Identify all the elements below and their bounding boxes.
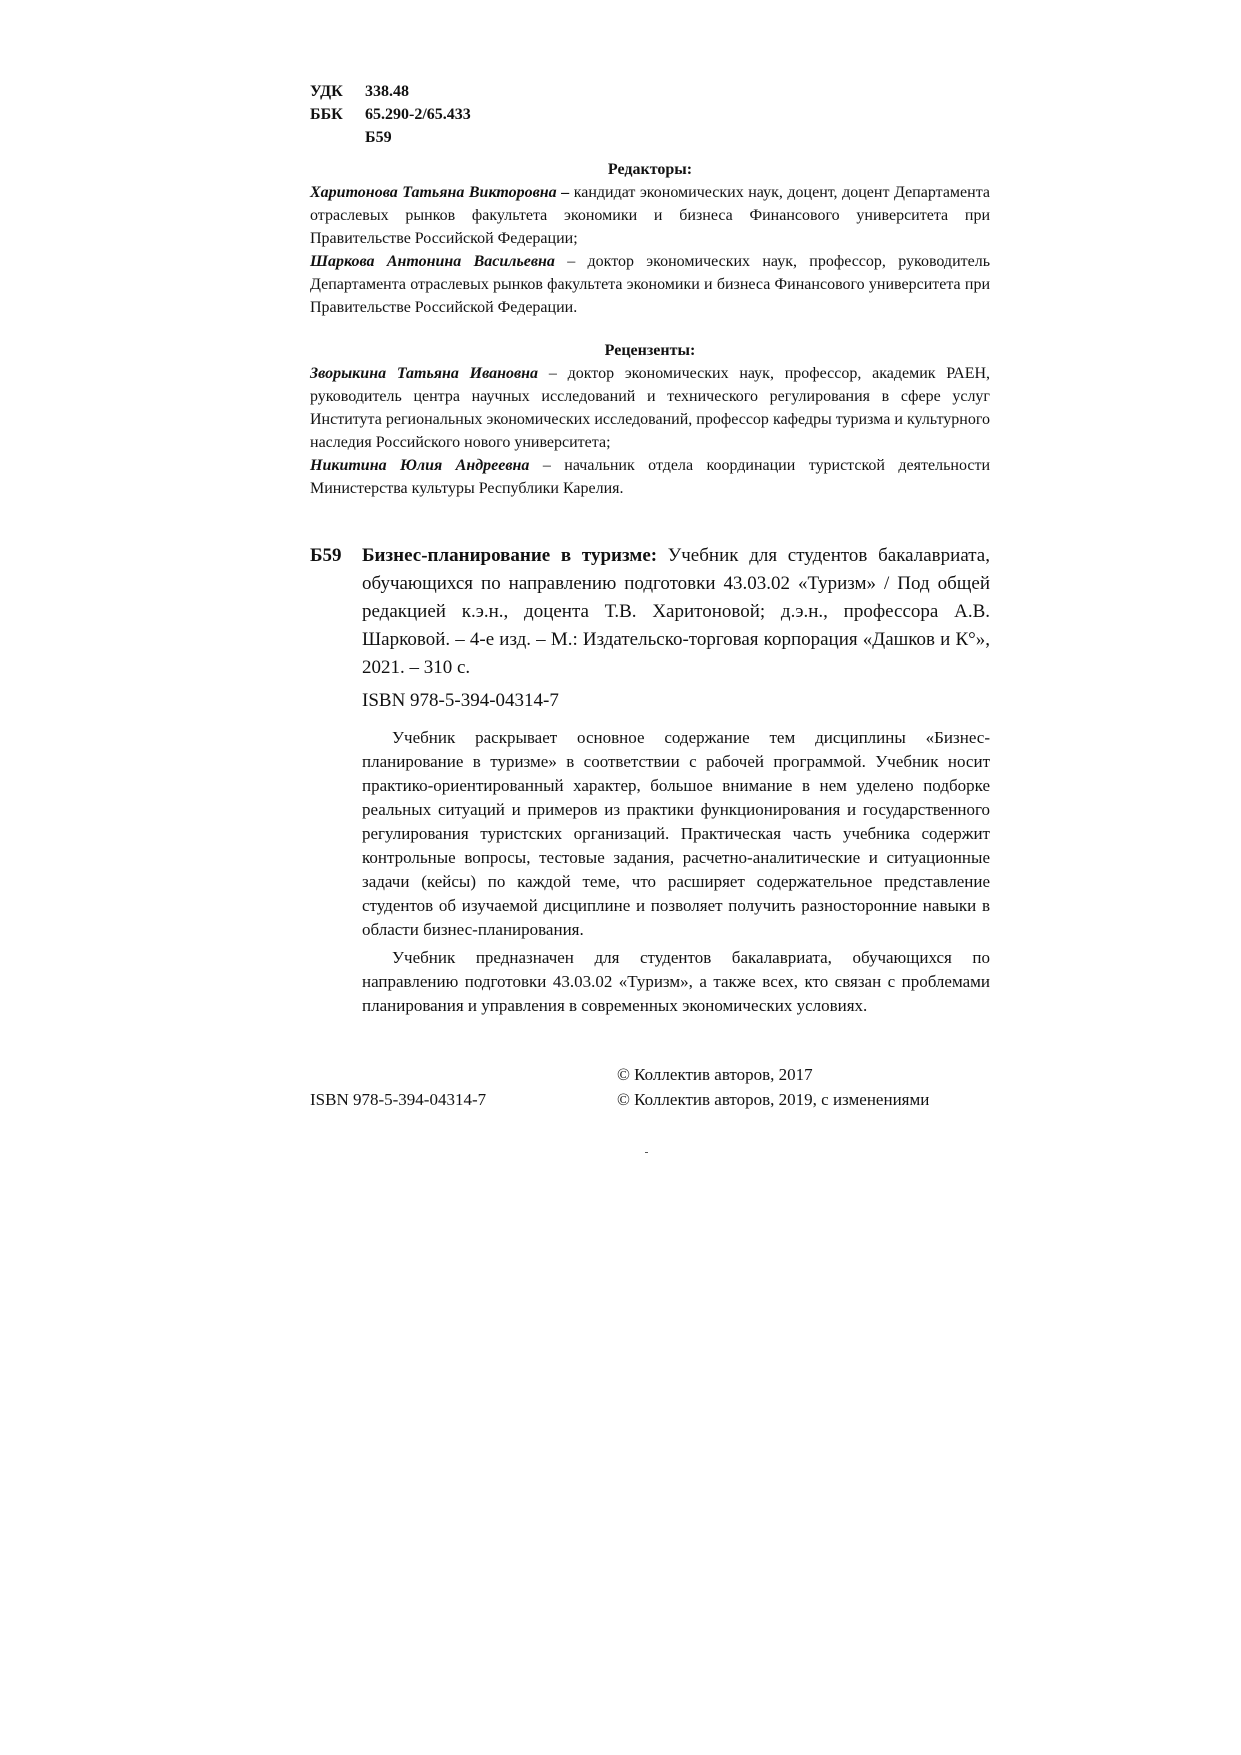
copyright-block: [617, 1062, 929, 1112]
reviewer-entry: Никитина Юлия Андреевна – начальник отдела координации туристской деятельности Министерства культуры Республики Карелия.: [310, 457, 991, 497]
editor-description: кандидат экономических наук, доцент, доцент Департамента отраслевых рынков факультета экономики и бизнеса Финансового университета при Правительстве Российской Федерации;: [310, 184, 991, 247]
editor-name: Харитонова Татьяна Викторовна: [310, 184, 557, 201]
reviewer-name: Никитина Юлия Андреевна: [310, 457, 530, 474]
bbk-label: ББК: [310, 106, 343, 123]
reviewer-entry: Зворыкина Татьяна Ивановна – доктор экономических наук, профессор, академик РАЕН, руководитель центра научных исследований и технического регулирования в сфере услуг Института региональных экономических исследований, профессор кафедры туризма и культурного наследия Российского нового университета;: [310, 365, 991, 451]
editor-description: доктор экономических наук, профессор, руководитель Департамента отраслевых рынков факультета экономики и бизнеса Финансового университета при Правительстве Российской Федерации.: [310, 253, 990, 316]
author-mark-row: [310, 126, 990, 149]
bbk-value: 65.290-2/65.433: [365, 106, 471, 123]
isbn: ISBN 978-5-394-04314-7: [362, 690, 559, 711]
udk-row: [310, 80, 990, 103]
reviewer-description: доктор экономических наук, профессор, академик РАЕН, руководитель центра научных исследований и технического регулирования в сфере услуг Института региональных экономических исследований, профессор кафедры туризма и культурного наследия Российского нового университета;: [310, 365, 991, 451]
bib-code: Б59: [310, 545, 342, 566]
udk-label: УДК: [310, 83, 343, 100]
book-title: Бизнес-планирование в туризме:: [362, 545, 658, 566]
editor-entry: Шаркова Антонина Васильевна – доктор экономических наук, профессор, руководитель Департамента отраслевых рынков факультета экономики и бизнеса Финансового университета при Правительстве Российской Федерации.: [310, 253, 990, 316]
classification-codes: [310, 80, 990, 149]
author-mark: Б59: [365, 129, 392, 146]
title-page-verso: [310, 80, 990, 1114]
reviewer-description: начальник отдела координации туристской деятельности Министерства культуры Республики Карелия.: [310, 457, 991, 497]
bibliographic-entry: [310, 542, 990, 682]
book-details: Учебник для студентов бакалавриата, обучающихся по направлению подготовки 43.03.02 «Туризм» / Под общей редакцией к.э.н., доцента Т.В. Харитоновой; д.э.н., профессора А.В. Шарковой. – 4-е изд. – М.: Издательско-торговая корпорация «Дашков и К°», 2021. – 310 с.: [362, 545, 990, 678]
page-mark: [645, 1152, 648, 1153]
editor-entry: Харитонова Татьяна Викторовна – кандидат экономических наук, доцент, доцент Департамента отраслевых рынков факультета экономики и бизнеса Финансового университета при Правительстве Российской Федерации;: [310, 184, 991, 247]
bib-description: [362, 542, 990, 682]
footer-isbn: ISBN 978-5-394-04314-7: [310, 1090, 487, 1109]
abstract-paragraph: Учебник предназначен для студентов бакалавриата, обучающихся по направлению подготовки 43.03.02 «Туризм», а также всех, кто связан с проблемами планирования и управления в современных экономических условиях.: [362, 948, 990, 1015]
editor-name: Шаркова Антонина Васильевна: [310, 253, 555, 270]
copyright-line: © Коллектив авторов, 2017: [617, 1065, 813, 1084]
abstract: [362, 726, 990, 1018]
copyright-line: © Коллектив авторов, 2019, с изменениями: [617, 1090, 930, 1109]
editors-heading: Редакторы:: [607, 161, 693, 178]
reviewer-name: Зворыкина Татьяна Ивановна: [310, 365, 539, 382]
reviewers-heading: Рецензенты:: [604, 342, 696, 359]
imprint-footer: [310, 1062, 990, 1114]
abstract-paragraph: Учебник раскрывает основное содержание тем дисциплины «Бизнес-планирование в туризме» в соответствии с рабочей программой. Учебник носит практико-ориентированный характер, большое внимание в нем уделено подборке реальных ситуаций и примеров из практики функционирования и государственного регулирования туристских организаций. Практическая часть учебника содержит контрольные вопросы, тестовые задания, расчетно-аналитические и ситуационные задачи (кейсы) по каждой теме, что расширяет содержательное представление студентов об изучаемой дисциплине и позволяет получить разносторонние навыки в области бизнес-планирования.: [362, 728, 990, 939]
bbk-row: [310, 103, 990, 126]
udk-value: 338.48: [365, 83, 409, 100]
